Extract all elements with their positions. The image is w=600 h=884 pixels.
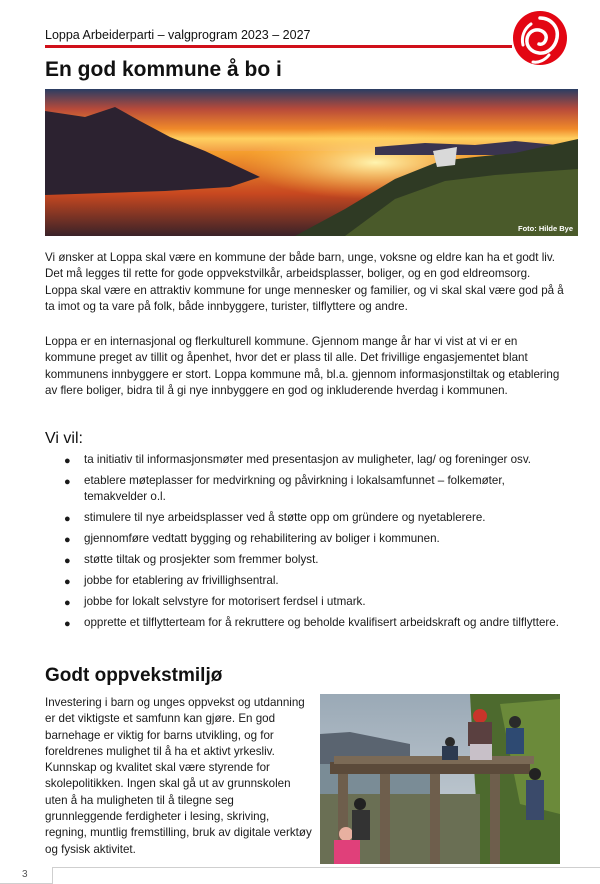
vi-vil-heading: Vi vil:	[45, 430, 83, 447]
sunset-landscape-photo	[45, 89, 578, 236]
list-item: ● jobbe for lokalt selvstyre for motorisert ferdsel i utmark.	[64, 595, 366, 609]
bullet-icon: ●	[64, 476, 71, 488]
list-item: ● gjennomføre vedtatt bygging og rehabilitering av boliger i kommunen.	[64, 532, 440, 546]
document-header-title: Loppa Arbeiderparti – valgprogram 2023 – 2027	[45, 28, 311, 42]
children-playground-photo	[320, 694, 560, 864]
bullet-icon: ●	[64, 618, 71, 630]
bullet-icon: ●	[64, 534, 71, 546]
page-number: 3	[22, 869, 28, 880]
intro-paragraph: Vi ønsker at Loppa skal være en kommune der både barn, unge, voksne og eldre kan ha et godt liv. Det må legges til rette for gode oppvekstvilkår, arbeidsplasser, boliger, og en god eldreomsorg. Loppa skal være en attraktiv kommune for unge mennesker og familier, og vi skal skal være god på å ta imot og ta vare på folk, både innbyggere, turister, tilflyttere og andre.	[45, 251, 564, 313]
bullet-icon: ●	[64, 455, 71, 467]
header-rule	[45, 45, 512, 48]
vi-vil-list	[45, 452, 565, 636]
photo-credit: Foto: Hilde Bye	[518, 224, 574, 233]
bullet-icon: ●	[64, 597, 71, 609]
list-item: ● stimulere til nye arbeidsplasser ved å støtte opp om gründere og nyetablerere.	[64, 511, 486, 525]
bullet-icon: ●	[64, 555, 71, 567]
section-heading-good-municipality: En god kommune å bo i	[45, 58, 282, 81]
list-item: ● jobbe for etablering av frivillighsentral.	[64, 574, 279, 588]
multicultural-paragraph: Loppa er en internasjonal og flerkulturell kommune. Gjennom mange år har vi vist at vi er en kommune preget av tillit og åpenhet, hvor det er plass til alle. Det frivillige engasjementet blant kommunens innbyggere er stort. Loppa kommune må, bl.a. gjennom informasjonstiltak og etablering av flere boliger, bidra til å gi nye innbyggere en god og inkluderende hverdag i kommunen.	[45, 335, 560, 397]
section-heading-upbringing: Godt oppvekstmiljø	[45, 665, 223, 686]
bullet-icon: ●	[64, 513, 71, 525]
upbringing-paragraph: Investering i barn og unges oppvekst og utdanning er det viktigste et samfunn kan gjøre. En god barnehage er viktig for barns utvikling, og for foreldrenes mulighet til å ha et aktivt yrkesliv. Kunnskap og kvalitet skal være styrende for skolepolitikken. Ingen skal gå ut av grunnskolen uten å ha muligheten til å tilegne seg grunnleggende ferdigheter i lesing, skriving, regning, muntlig fremstilling, bruk av digitale verktøy og fysisk aktivitet.	[45, 696, 312, 856]
rose-logo-icon	[509, 8, 569, 68]
footer-rule	[0, 867, 600, 868]
list-item: ● etablere møteplasser for medvirkning og påvirkning i lokalsamfunnet – folkemøter, temakvelder o.l.	[64, 474, 505, 503]
list-item: ● støtte tiltak og prosjekter som fremmer bolyst.	[64, 553, 319, 567]
bullet-icon: ●	[64, 576, 71, 588]
list-item: ● opprette et tilflytterteam for å rekruttere og beholde kvalifisert arbeidskraft og andre tilflyttere.	[64, 616, 559, 630]
list-item: ● ta initiativ til informasjonsmøter med presentasjon av muligheter, lag/ og foreninger osv.	[64, 453, 531, 467]
